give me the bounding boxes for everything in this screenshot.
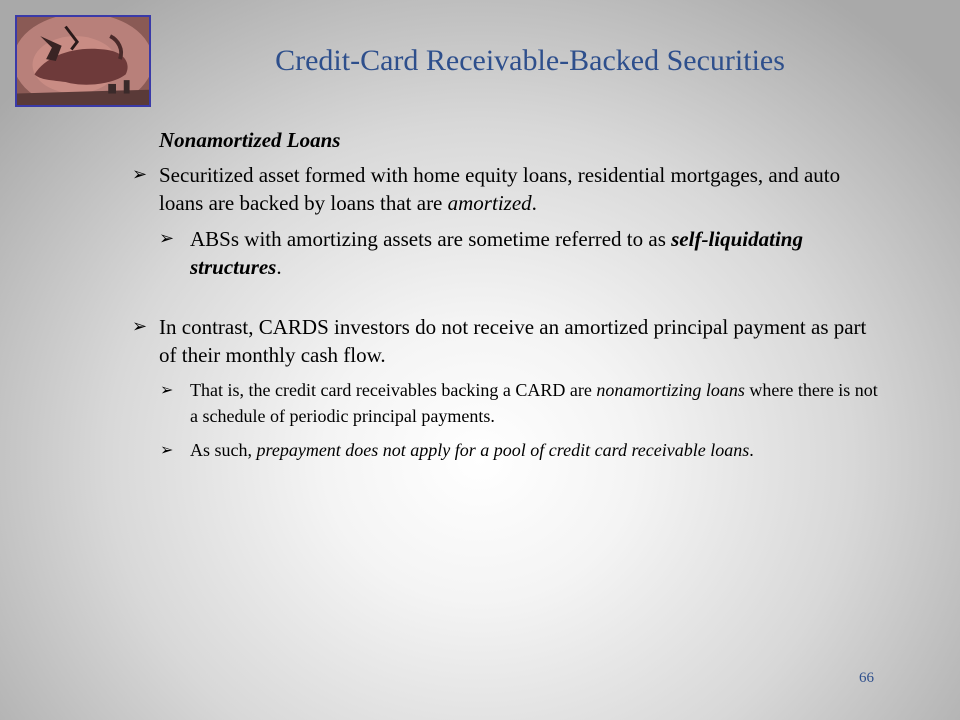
bullet-emphasis: nonamortizing loans (596, 380, 745, 400)
slide-body (132, 128, 879, 471)
arrow-bullet-icon: ➢ (160, 380, 174, 399)
bullet-end: . (749, 440, 754, 460)
bullet-text: That is, the credit card receivables backing a CARD are (190, 380, 597, 400)
bullet-emphasis: self-liquidating structures (190, 227, 803, 279)
arrow-bullet-icon: ➢ (160, 440, 174, 459)
bullet-text: ABSs with amortizing assets are sometime referred to as (190, 227, 672, 251)
slide-title: Credit-Card Receivable-Backed Securities (275, 44, 785, 77)
arrow-bullet-icon: ➢ (132, 164, 148, 185)
page-number: 66 (859, 670, 874, 686)
bullet-cards-investors (132, 313, 879, 369)
bullet-text: As such, (190, 440, 257, 460)
bullet-amortized-loans (132, 161, 879, 217)
bullet-text: In contrast, CARDS investors do not receive an amortized principal payment as part of their monthly cash flow. (159, 315, 867, 367)
bullet-text: Securitized asset formed with home equity loans, residential mortgages, and auto loans are backed by loans that are (159, 163, 841, 215)
bullet-end: where there is not a schedule of periodic principal payments. (190, 380, 878, 426)
bullet-nonamortizing (160, 377, 879, 429)
bullet-emphasis: prepayment does not apply for a pool of credit card receivable loans (256, 440, 750, 460)
arrow-bullet-icon: ➢ (132, 316, 148, 337)
bullet-end: . (276, 255, 282, 279)
bullet-end: . (531, 191, 537, 215)
bullet-self-liquidating (159, 225, 879, 281)
bullet-emphasis: amortized (447, 191, 532, 215)
bull-logo-image (15, 15, 151, 107)
arrow-bullet-icon: ➢ (159, 228, 175, 249)
section-heading: Nonamortized Loans (159, 128, 341, 152)
bullet-prepayment (160, 437, 879, 463)
